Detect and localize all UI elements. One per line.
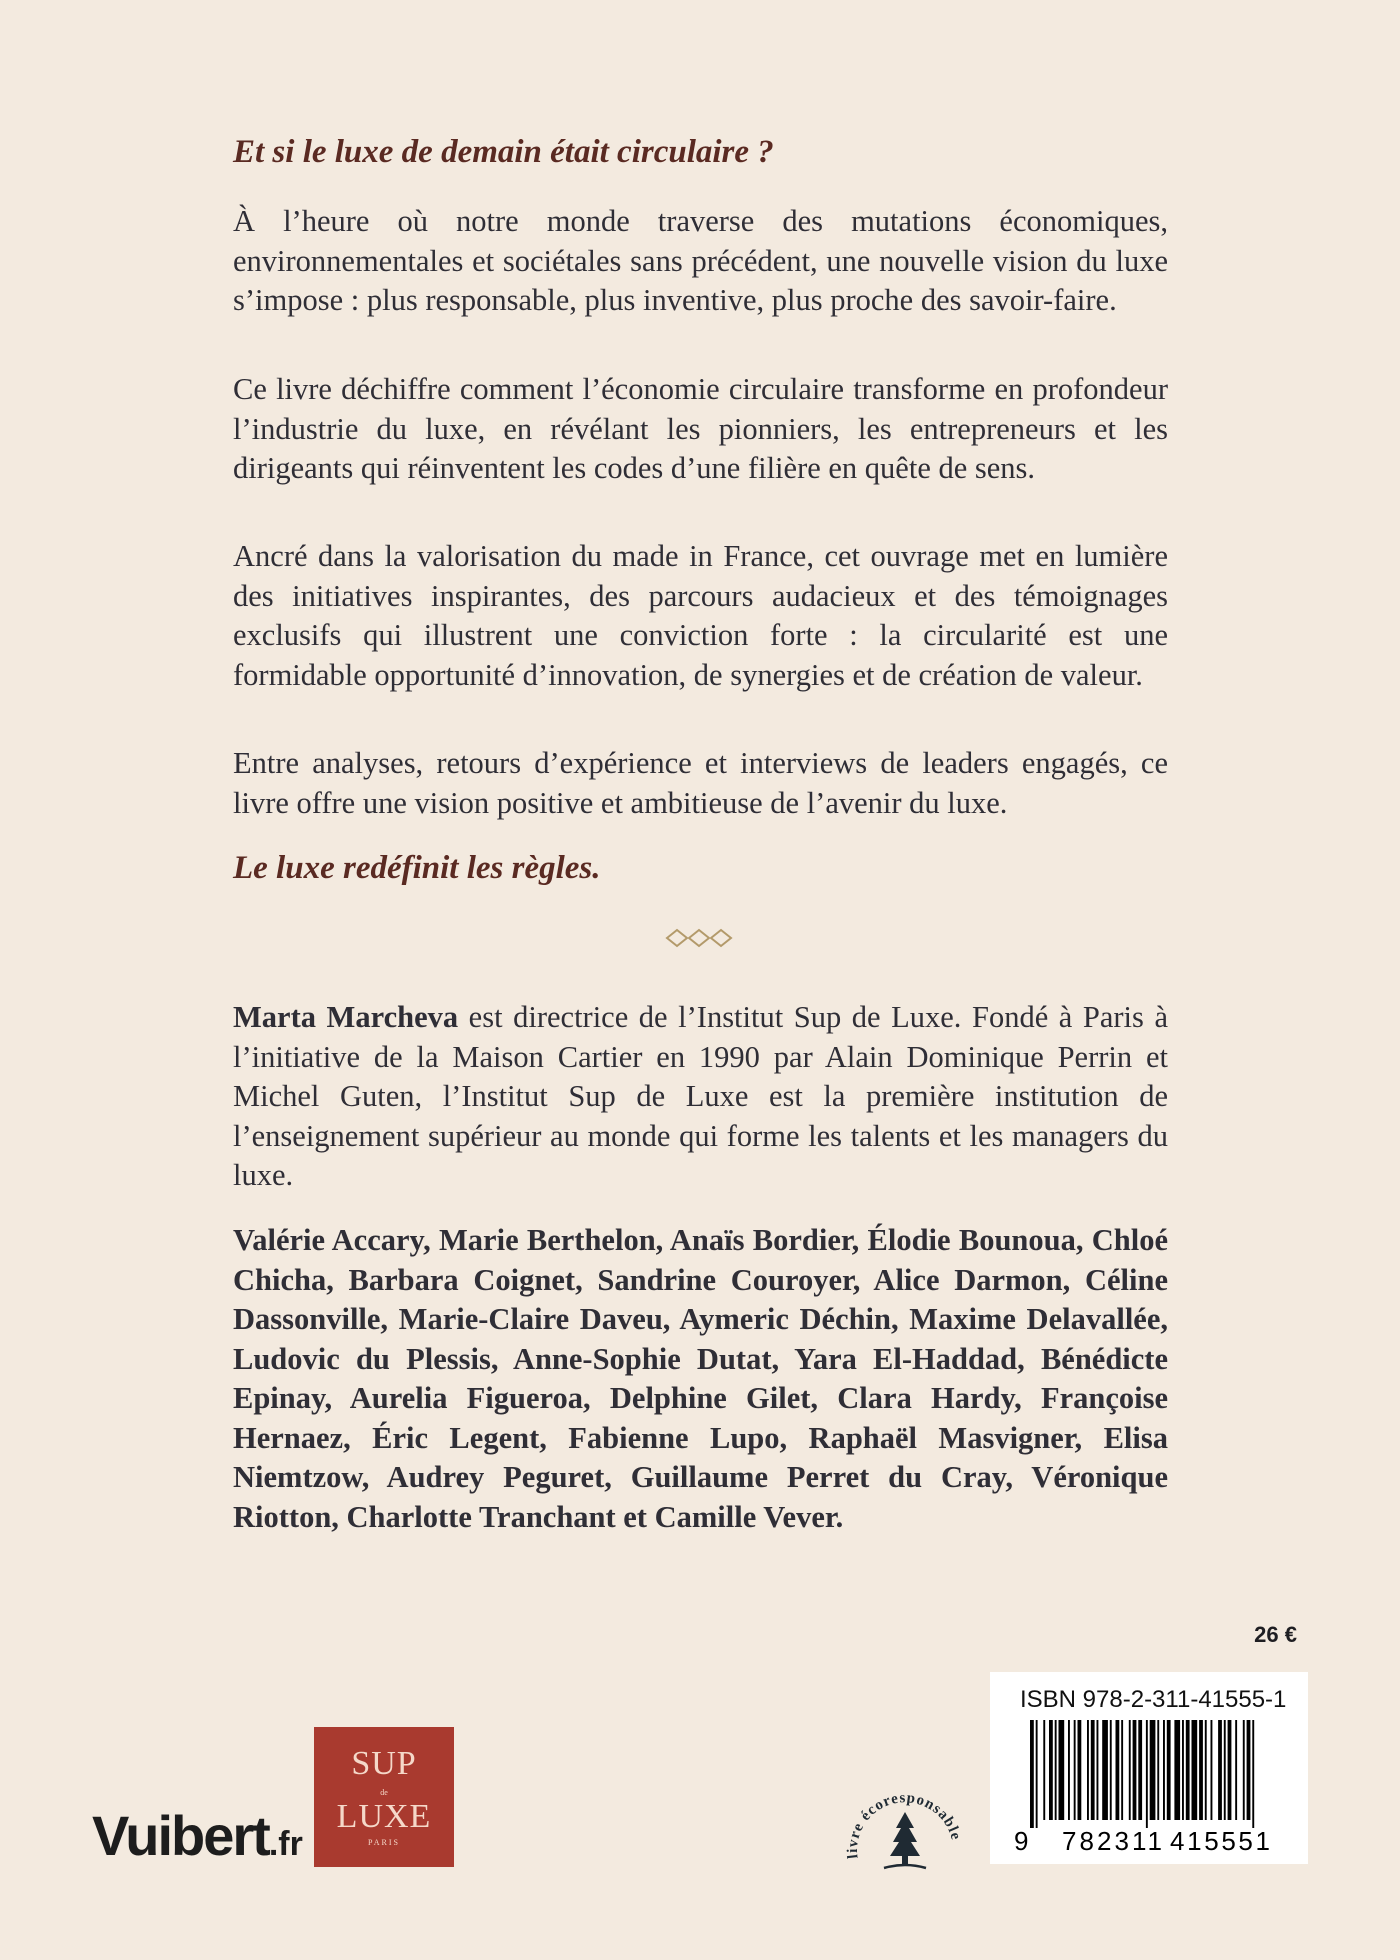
barcode-bar [1157, 1720, 1159, 1820]
sup-logo-line1: SUP [351, 1745, 417, 1782]
barcode-bar [1043, 1720, 1045, 1820]
barcode-digits-left: 782311 [1062, 1826, 1162, 1856]
barcode-bar [1068, 1720, 1070, 1820]
barcode-bar [1097, 1720, 1099, 1820]
vuibert-logo-suffix: .fr [268, 1825, 303, 1863]
paragraph-1: À l’heure où notre monde traverse des mutations économiques, environnementales et sociétales sans précédent, une nouvelle vision du luxe s’impose : plus responsable, plus inventive, plus proche des savoir-faire. [233, 204, 1168, 317]
tree-icon [884, 1812, 926, 1868]
barcode-bar [1218, 1720, 1222, 1820]
barcode-bar [1150, 1720, 1156, 1820]
sup-logo-de: de [380, 1788, 388, 1797]
barcode-bar [1036, 1720, 1038, 1828]
price: 26 € [1254, 1622, 1297, 1647]
barcode-bar [1078, 1720, 1082, 1820]
barcode [1010, 1720, 1290, 1856]
author-name: Marta Marcheva [233, 1000, 459, 1034]
eco-logo-text: livre écoresponsable [844, 1790, 964, 1860]
barcode-box [990, 1672, 1308, 1864]
vuibert-logo-main: Vuibert [92, 1804, 269, 1867]
barcode-bar [1186, 1720, 1190, 1820]
barcode-bar [1116, 1720, 1120, 1820]
barcode-bar [1167, 1720, 1171, 1820]
paragraph-3: Ancré dans la valorisation du made in France, cet ouvrage met en lumière des initiatives inspirantes, des parcours audacieux et des témoignages exclusifs qui illustrent une conviction forte : la circularité est une formidable opportunité d’innovation, de synergies et de création de valeur. [233, 539, 1168, 692]
barcode-bar [1235, 1720, 1237, 1820]
tagline-bottom: Le luxe redéfinit les règles. [233, 850, 601, 886]
barcode-bar [1049, 1720, 1053, 1820]
barcode-bar [1252, 1720, 1254, 1828]
sup-de-luxe-logo [314, 1727, 454, 1867]
barcode-bar [1091, 1720, 1095, 1820]
barcode-bar [1199, 1720, 1203, 1820]
barcode-bar [1211, 1720, 1213, 1820]
author-bio-text: est directrice de l’Institut Sup de Luxe. Fondé à Paris à l’initiative de la Maison Cartier en 1990 par Alain Dominique Perrin et Michel Guten, l’Institut Sup de Luxe est la première institution de l’enseignement supérieur au monde qui forme les talents et les managers du luxe. [233, 1000, 1168, 1192]
barcode-bar [1247, 1720, 1251, 1820]
barcode-bar [1129, 1720, 1131, 1820]
barcode-bar [1205, 1720, 1207, 1820]
author-bio [233, 998, 1168, 1196]
barcode-bar [1030, 1720, 1034, 1828]
barcode-bar [1133, 1720, 1137, 1820]
eco-responsible-logo [840, 1772, 970, 1902]
barcode-bar [1163, 1720, 1165, 1820]
barcode-digit-lead: 9 [1014, 1826, 1029, 1856]
barcode-bar [1243, 1720, 1245, 1820]
vuibert-logo [92, 1804, 303, 1867]
barcode-bar [1121, 1720, 1123, 1820]
barcode-bar [1074, 1720, 1076, 1820]
paragraph-2: Ce livre déchiffre comment l’économie circulaire transforme en profondeur l’industrie du luxe, en révélant les pionniers, les entrepreneurs et les dirigeants qui réinventent les codes d’une filière en quête de sens. [233, 372, 1168, 485]
barcode-bar [1182, 1720, 1184, 1820]
barcode-bar [1055, 1720, 1057, 1820]
barcode-bar [1146, 1720, 1148, 1828]
barcode-digits-right: 415551 [1170, 1826, 1270, 1856]
diamond-ornament-icon [665, 924, 735, 952]
barcode-bar [1110, 1720, 1112, 1820]
contributors-list: Valérie Accary, Marie Berthelon, Anaïs Bordier, Élodie Bounoua, Chloé Chicha, Barbara Coignet, Sandrine Couroyer, Alice Darmon, Céline Dassonville, Marie-Claire Daveu, Aymeric Déchin, Maxime Delavallée, Ludovic du Plessis, Anne-Sophie Dutat, Yara El-Haddad, Bénédicte Epinay, Aurelia Figueroa, Delphine Gilet, Clara Hardy, Françoise Hernaez, Éric Legent, Fabienne Lupo, Raphaël Masvigner, Elisa Niemtzow, Audrey Peguret, Guillaume Perret du Cray, Véronique Riotton, Charlotte Tranchant et Camille Vever. [233, 1223, 1168, 1534]
barcode-bar [1102, 1720, 1108, 1820]
barcode-bar [1138, 1720, 1142, 1820]
barcode-bar [1087, 1720, 1089, 1820]
tagline-top: Et si le luxe de demain était circulaire ? [233, 134, 774, 170]
sup-logo-city: PARIS [368, 1838, 400, 1847]
sup-logo-line2: LUXE [336, 1798, 432, 1835]
barcode-bar [1192, 1720, 1198, 1820]
barcode-bar [1174, 1720, 1180, 1820]
paragraph-4: Entre analyses, retours d’expérience et interviews de leaders engagés, ce livre offre une vision positive et ambitieuse de l’avenir du luxe. [233, 746, 1168, 820]
barcode-bar [1059, 1720, 1065, 1820]
barcode-bar [1228, 1720, 1232, 1820]
isbn-label: ISBN 978-2-311-41555-1 [1020, 1686, 1287, 1713]
barcode-bar [1224, 1720, 1226, 1820]
